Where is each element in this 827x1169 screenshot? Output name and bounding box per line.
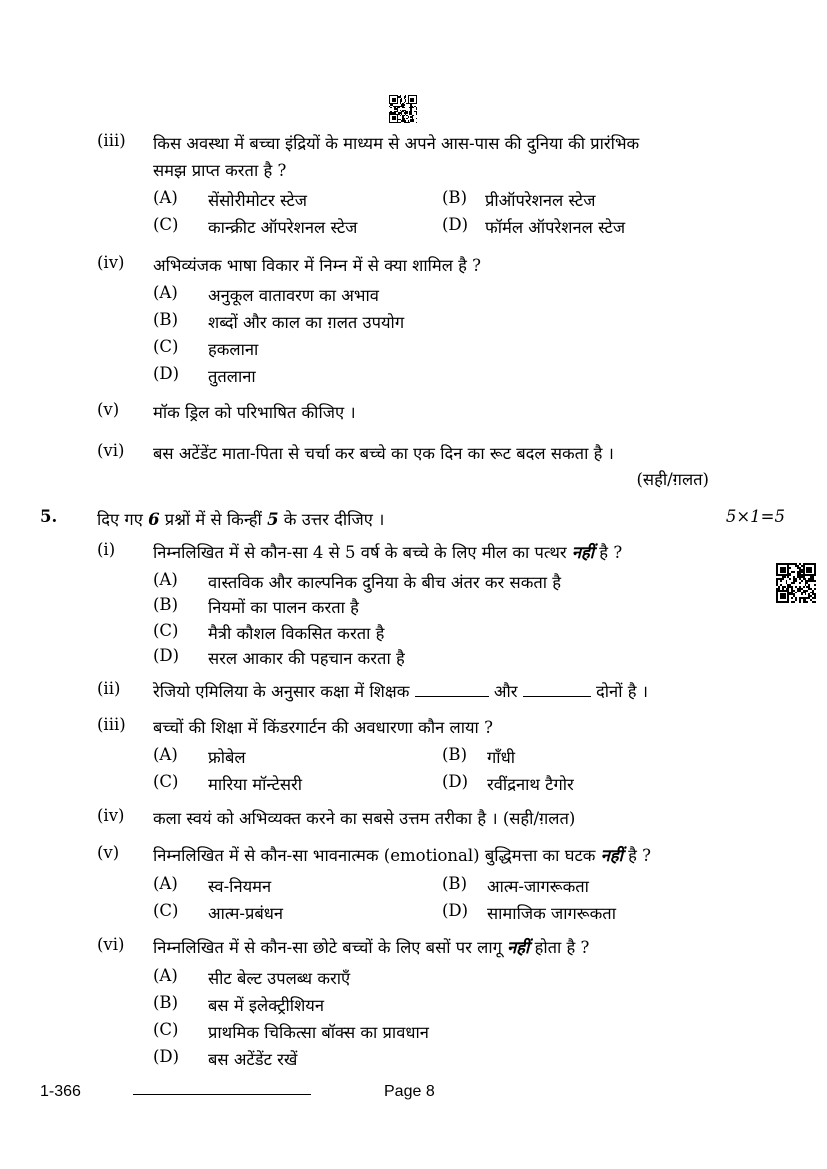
question-text-part: निम्नलिखित में से कौन-सा भावनात्मक (emotional) बुद्धिमत्ता का घटक — [153, 846, 601, 865]
option-label: (A) — [153, 570, 178, 589]
question-text-part: निम्नलिखित में से कौन-सा 4 से 5 वर्ष के बच्चे के लिए मील का पत्थर — [153, 543, 572, 562]
option-text: आत्म-प्रबंधन — [208, 904, 284, 923]
question-text-part: होता है ? — [529, 938, 590, 957]
option-label: (B) — [442, 745, 467, 764]
option-label: (D) — [442, 772, 469, 791]
heading-text: के उत्तर दीजिए । — [278, 510, 385, 529]
option-label: (D) — [442, 901, 469, 920]
qr-code-icon — [776, 563, 816, 603]
option-label: (B) — [153, 595, 178, 614]
question-number: (i) — [97, 540, 116, 559]
option-label: (C) — [153, 337, 179, 356]
option-label: (D) — [153, 1047, 180, 1066]
option-label: (C) — [153, 1020, 179, 1039]
question-text-part: और — [488, 682, 523, 701]
question-text: मॉक ड्रिल को परिभाषित कीजिए । — [153, 403, 356, 422]
question-text-part: है ? — [594, 543, 623, 562]
option-text: सीट बेल्ट उपलब्ध कराएँ — [208, 969, 351, 988]
question-number: (v) — [97, 843, 120, 862]
question-text: बस अटेंडेंट माता-पिता से चर्चा कर बच्चे का एक दिन का रूट बदल सकता है । — [153, 444, 614, 463]
option-text: कान्क्रीट ऑपरेशनल स्टेज — [208, 218, 358, 237]
question-text — [153, 679, 648, 702]
option-label: (C) — [153, 772, 179, 791]
emphasis-not: नहीं — [571, 543, 595, 562]
fill-blank[interactable] — [523, 696, 591, 697]
option-text: वास्तविक और काल्पनिक दुनिया के बीच अंतर कर सकता है — [208, 573, 562, 592]
question-number: 5. — [40, 507, 58, 526]
question-heading — [97, 507, 384, 530]
option-label: (B) — [442, 188, 467, 207]
page-number: Page 8 — [384, 1083, 435, 1100]
question-number: (iv) — [97, 806, 125, 825]
heading-count-attempt: 5 — [267, 510, 279, 529]
option-text: सेंसोरीमोटर स्टेज — [208, 191, 308, 210]
option-text: सरल आकार की पहचान करता है — [208, 649, 405, 668]
question-number: (iv) — [97, 253, 125, 272]
emphasis-not: नहीं — [507, 938, 530, 957]
option-text: मारिया मॉन्टेसरी — [208, 775, 303, 794]
question-text: समझ प्राप्त करता है ? — [153, 161, 287, 180]
option-label: (A) — [153, 874, 178, 893]
heading-text: प्रश्नों में से किन्हीं — [159, 510, 268, 529]
option-label: (A) — [153, 966, 178, 985]
heading-count-total: 6 — [148, 510, 160, 529]
question-text-part: निम्नलिखित में से कौन-सा छोटे बच्चों के लिए बसों पर लागू — [153, 938, 508, 957]
heading-text: दिए गए — [97, 510, 149, 529]
question-text — [153, 843, 651, 866]
question-number: (v) — [97, 400, 120, 419]
question-number: (vi) — [97, 935, 125, 954]
option-label: (B) — [442, 874, 467, 893]
option-text: फॉर्मल ऑपरेशनल स्टेज — [485, 218, 626, 237]
emphasis-not: नहीं — [600, 846, 623, 865]
question-text: कला स्वयं को अभिव्यक्त करने का सबसे उत्तम तरीका है । (सही/ग़लत) — [153, 809, 576, 828]
option-label: (B) — [153, 993, 178, 1012]
option-label: (D) — [442, 215, 469, 234]
option-label: (A) — [153, 188, 178, 207]
option-label: (D) — [153, 364, 180, 383]
option-text: मैत्री कौशल विकसित करता है — [208, 624, 385, 643]
option-label: (C) — [153, 901, 179, 920]
option-text: बस अटेंडेंट रखें — [208, 1050, 298, 1069]
question-text: किस अवस्था में बच्चा इंद्रियों के माध्यम से अपने आस-पास की दुनिया की प्रारंभिक — [153, 134, 640, 153]
marks-scheme: 5×1=5 — [725, 507, 785, 526]
option-label: (C) — [153, 215, 179, 234]
option-text: रवींद्रनाथ टैगोर — [487, 775, 574, 794]
footer-divider — [133, 1094, 311, 1095]
option-text: प्रीऑपरेशनल स्टेज — [485, 191, 596, 210]
question-number: (iii) — [97, 131, 126, 150]
fill-blank[interactable] — [415, 696, 489, 697]
question-number: (vi) — [97, 441, 125, 460]
question-text — [153, 540, 622, 563]
option-text: स्व-नियमन — [208, 877, 272, 896]
option-label: (C) — [153, 621, 179, 640]
option-text: आत्म-जागरूकता — [487, 877, 589, 896]
question-text — [153, 935, 589, 958]
option-text: सामाजिक जागरूकता — [487, 904, 616, 923]
true-false-marker: (सही/ग़लत) — [636, 470, 709, 489]
option-label: (B) — [153, 310, 178, 329]
question-text-part: है ? — [622, 846, 651, 865]
question-number: (iii) — [97, 715, 126, 734]
question-text-part: दोनों है । — [590, 682, 648, 701]
option-text: फ्रोबेल — [208, 748, 246, 767]
option-text: शब्दों और काल का ग़लत उपयोग — [208, 313, 405, 332]
question-text: बच्चों की शिक्षा में किंडरगार्टन की अवधारणा कौन लाया ? — [153, 718, 493, 737]
qr-code-icon — [389, 95, 417, 123]
paper-code: 1-366 — [40, 1083, 81, 1100]
option-text: अनुकूल वातावरण का अभाव — [208, 286, 379, 305]
option-text: गाँधी — [487, 748, 515, 767]
option-text: बस में इलेक्ट्रीशियन — [208, 996, 325, 1015]
question-text: अभिव्यंजक भाषा विकार में निम्न में से क्या शामिल है ? — [153, 256, 482, 275]
option-text: नियमों का पालन करता है — [208, 598, 359, 617]
option-text: तुतलाना — [208, 367, 256, 386]
option-text: हकलाना — [208, 340, 259, 359]
option-text: प्राथमिक चिकित्सा बॉक्स का प्रावधान — [208, 1023, 429, 1042]
option-label: (A) — [153, 745, 178, 764]
option-label: (D) — [153, 646, 180, 665]
question-text-part: रेजियो एमिलिया के अनुसार कक्षा में शिक्षक — [153, 682, 415, 701]
question-number: (ii) — [97, 679, 121, 698]
option-label: (A) — [153, 283, 178, 302]
